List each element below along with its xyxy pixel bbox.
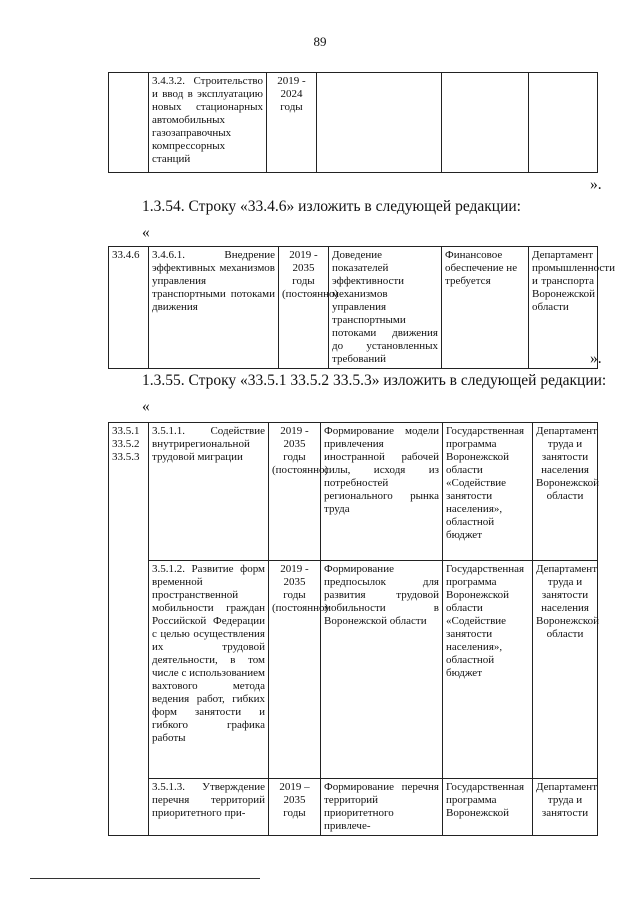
table-row <box>109 561 598 779</box>
cell-period: 2019 - 2035 годы (постоянно) <box>279 247 329 369</box>
cell-executor <box>529 73 598 173</box>
closing-quote: ». <box>590 350 602 367</box>
cell-financing: Государственная программа Воронежской области «Содействие занятости населения», областной бюджет <box>443 423 533 561</box>
closing-quote: ». <box>590 176 602 193</box>
cell-executor: Департамент промышленности и транспорта Воронежской области <box>529 247 598 369</box>
opening-quote: « <box>142 398 150 415</box>
page-number: 89 <box>313 34 327 49</box>
cell-period: 2019 – 2035 годы <box>269 779 321 836</box>
table-row-33-4-6 <box>108 246 615 369</box>
cell-measure: 3.5.1.2. Развитие форм временной пространственной мобильности граждан Российской Федерации с целью осуществления их трудовой деятельности, в том числе с использованием вахтового метода ведения работ, гибких форм занятости и гибкого графика работы <box>149 561 269 779</box>
cell-result: Формирование перечня территорий приоритетного привлече- <box>321 779 443 836</box>
table-row <box>109 247 598 369</box>
table-row-33-4-3 <box>108 72 598 173</box>
table-row <box>109 423 598 561</box>
paragraph-1-3-55: 1.3.55. Строку «33.5.1 33.5.2 33.5.3» изложить в следующей редакции: <box>142 372 607 389</box>
table-row <box>109 73 598 173</box>
cell-measure: 3.5.1.1. Содействие внутрирегиональной трудовой миграции <box>149 423 269 561</box>
cell-result: Доведение показателей эффективности механизмов управления транспортными потоками движения до установленных требований <box>329 247 442 369</box>
cell-period: 2019 - 2024 годы <box>267 73 317 173</box>
cell-code: 33.4.6 <box>109 247 149 369</box>
cell-period: 2019 - 2035 годы (постоянно) <box>269 561 321 779</box>
cell-measure: 3.4.6.1. Внедрение эффективных механизмов управления транспортными потоками движения <box>149 247 279 369</box>
cell-financing: Финансовое обеспечение не требуется <box>442 247 529 369</box>
opening-quote: « <box>142 224 150 241</box>
cell-financing: Государственная программа Воронежской <box>443 779 533 836</box>
cell-measure: 3.5.1.3. Утверждение перечня территорий приоритетного при- <box>149 779 269 836</box>
table-row <box>109 779 598 836</box>
cell-executor: Департамент труда и занятости <box>533 779 598 836</box>
table-rows-33-5 <box>108 422 598 836</box>
cell-executor: Департамент труда и занятости населения Воронежской области <box>533 423 598 561</box>
cell-result: Формирование модели привлечения иностранной рабочей силы, исходя из потребностей регионального рынка труда <box>321 423 443 561</box>
cell-measure: 3.4.3.2. Строительство и ввод в эксплуатацию новых стационарных автомобильных газозаправочных компрессорных станций <box>149 73 267 173</box>
cell-result <box>317 73 442 173</box>
cell-period: 2019 - 2035 годы (постоянно) <box>269 423 321 561</box>
cell-result: Формирование предпосылок для развития трудовой мобильности в Воронежской области <box>321 561 443 779</box>
paragraph-1-3-54: 1.3.54. Строку «33.4.6» изложить в следующей редакции: <box>142 198 521 215</box>
cell-executor: Департамент труда и занятости населения Воронежской области <box>533 561 598 779</box>
cell-financing <box>442 73 529 173</box>
footnote-divider <box>30 878 260 879</box>
cell-financing: Государственная программа Воронежской области «Содействие занятости населения», областной бюджет <box>443 561 533 779</box>
cell-code: 33.5.1 33.5.2 33.5.3 <box>109 423 149 836</box>
cell-code <box>109 73 149 173</box>
